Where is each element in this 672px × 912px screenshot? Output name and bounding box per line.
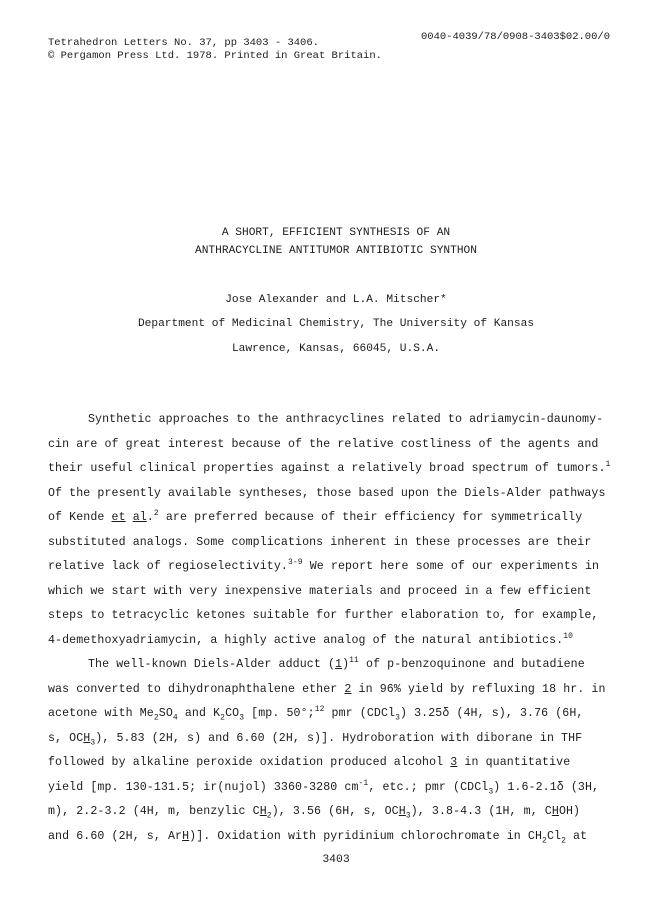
subscript: 3 [90,738,96,748]
text-run: are preferred because of their efficiency for symmetrically [158,511,583,524]
text-run: relative lack of regioselectivity. [48,560,288,573]
page-number: 3403 [322,854,350,866]
text-line [48,609,598,622]
superscript: 3-9 [287,558,303,568]
text-run: Of the presently available syntheses, those based upon the Diels-Alder pathways [48,487,606,500]
text-line [48,560,599,573]
superscript: 11 [349,656,359,666]
text-run: ), 5.83 (2H, s) and 6.60 (2H, s)]. Hydroboration with diborane in THF [95,732,583,745]
underlined-text: H [551,805,559,818]
text-run: their useful clinical properties against a relatively broad spectrum of tumors. [48,462,606,475]
underlined-text: 1 [335,658,343,671]
subscript: 3 [395,713,400,723]
subscript: 2 [220,713,226,723]
text-run: cin are of great interest because of the relative costliness of the agents and [48,438,599,451]
underlined-text: H [182,830,190,843]
text-line [48,705,584,723]
text-run: at [565,830,588,843]
text-run: m), 2.2-3.2 (4H, m, benzylic C [48,805,260,818]
journal-citation [48,37,382,63]
text-run: in 96% yield by refluxing 18 hr. in [351,683,606,696]
text-line [88,413,603,426]
text-line [48,438,598,451]
text-run: ) 1.6-2.1δ (3H, [493,781,600,794]
text-run: We report here some of our experiments in [302,560,600,573]
text-run: steps to tetracyclic ketones suitable for further elaboration to, for example, [48,609,599,622]
text-run: CO [225,707,240,720]
text-run: [mp. 50°; [244,707,315,720]
text-run: in quantitative [457,756,571,769]
subscript: 2 [542,836,547,846]
underlined-text: al [132,511,147,524]
text-line [48,536,591,549]
text-line [48,756,570,769]
text-line [48,585,591,598]
superscript: -1 [358,779,369,789]
text-run: SO [158,707,173,720]
subscript: 2 [561,836,566,846]
text-line [48,805,581,821]
subscript: 2 [153,713,159,723]
text-run: followed by alkaline peroxide oxidation produced alcohol [48,756,451,769]
underlined-text: H [259,805,267,818]
text-run: Cl [546,830,562,843]
underlined-text: 2 [344,683,352,696]
subscript: 2 [266,811,272,821]
underlined-text: et [111,511,126,524]
text-run: which we start with very inexpensive materials and proceed in a few efficient [48,585,592,598]
text-run: acetone with Me [48,707,154,720]
text-run: yield [mp. 130-131.5; ir(nujol) 3360-3280 cm [48,781,359,794]
subscript: 4 [172,713,178,723]
text-run [126,511,133,524]
text-line [48,683,606,696]
text-line [48,511,582,524]
text-line [88,658,585,671]
superscript: 10 [563,632,574,642]
superscript: 12 [314,705,325,715]
text-run: Synthetic approaches to the anthracyclines related to adriamycin-daunomy- [88,413,604,426]
text-run: of p-benzoquinone and butadiene [358,658,585,671]
text-line [48,830,588,846]
text-line [48,732,583,748]
authors: Jose Alexander and L.A. Mitscher* [225,294,447,306]
underlined-text: 3 [450,756,458,769]
text-run: and 6.60 (2H, s, Ar [48,830,183,843]
subscript: 3 [488,787,494,797]
text-line [48,462,610,475]
text-run: of Kende [48,511,112,524]
text-run: 4-demethoxyadriamycin, a highly active analog of the natural antibiotics. [48,634,564,647]
text-run: s, OC [48,732,84,745]
article-code: 0040-4039/78/0908-3403$02.00/0 [420,31,610,43]
affiliation: Department of Medicinal Chemistry, The University of Kansas [137,318,535,330]
text-line [48,779,600,797]
text-line [48,634,573,647]
superscript: 1 [605,460,611,470]
title-line-2: ANTHRACYCLINE ANTITUMOR ANTIBIOTIC SYNTHON [195,245,477,257]
title-line-1: A SHORT, EFFICIENT SYNTHESIS OF AN [221,227,451,239]
publisher-line: © Pergamon Press Ltd. 1978. Printed in Great Britain. [48,50,382,62]
text-run: . [146,511,154,524]
text-run: ) [342,658,350,671]
address: Lawrence, Kansas, 66045, U.S.A. [231,343,441,355]
text-run: The well-known Diels-Alder adduct ( [88,658,336,671]
text-run: ), 3.56 (6H, s, OC [271,805,399,818]
text-run: , etc.; pmr (CDCl [368,781,489,794]
text-run: ), 3.8-4.3 (1H, m, C [410,805,552,818]
underlined-text: H [398,805,406,818]
subscript: 3 [405,811,411,821]
text-run: )]. Oxidation with pyridinium chlorochromate in CH [189,830,543,843]
superscript: 2 [153,509,159,519]
text-run: ) 3.25δ (4H, s), 3.76 (6H, [399,707,584,720]
underlined-text: H [83,732,91,745]
text-line [48,487,606,500]
text-run: substituted analogs. Some complications inherent in these processes are their [48,536,592,549]
text-run: and K [177,707,221,720]
journal-line: Tetrahedron Letters No. 37, pp 3403 - 3406. [48,37,319,49]
text-run: was converted to dihydronaphthalene ether [48,683,345,696]
text-run: OH) [558,805,581,818]
subscript: 3 [239,713,245,723]
text-run: pmr (CDCl [324,707,396,720]
